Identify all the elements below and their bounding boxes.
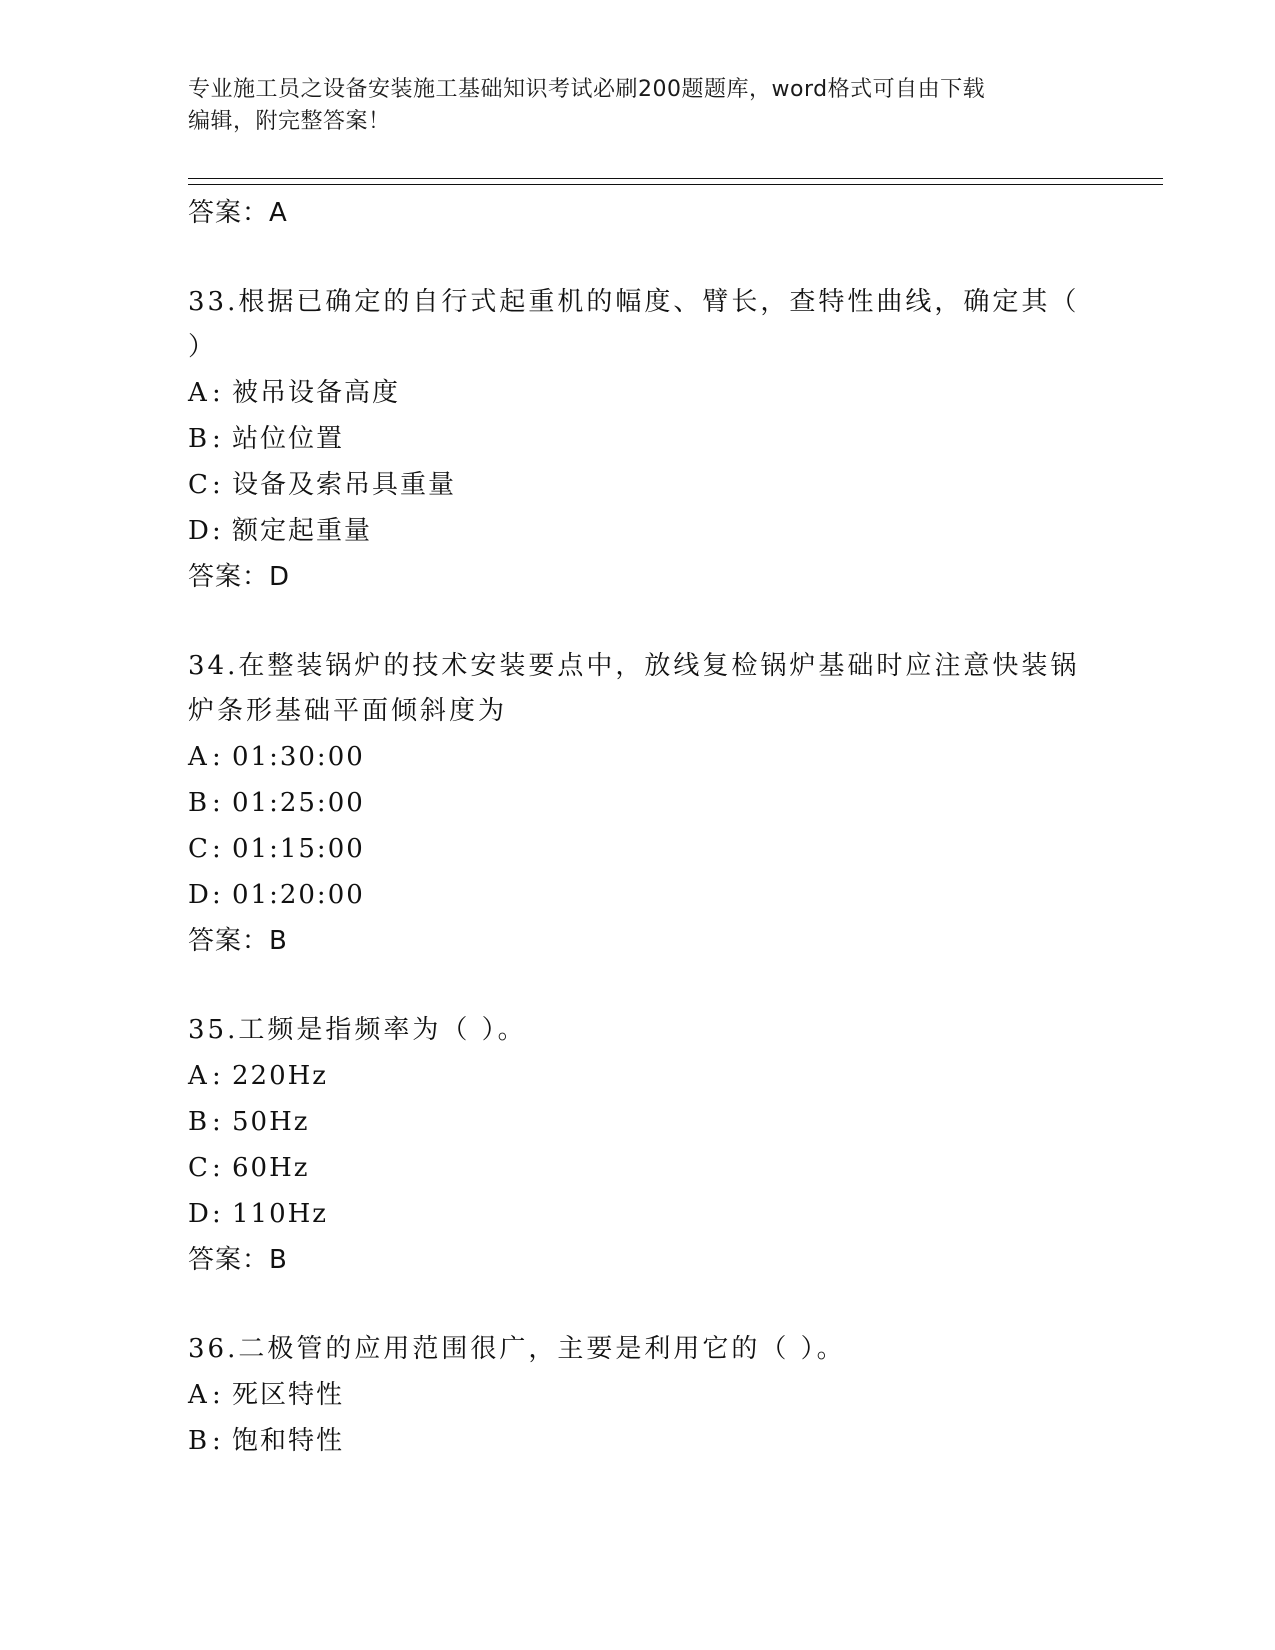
question-text-line: 33.根据已确定的自行式起重机的幅度、臂长，查特性曲线，确定其（ [188,287,1080,317]
option-a: A : 220Hz [188,1061,328,1091]
question-text-line: 34.在整装锅炉的技术安装要点中，放线复检锅炉基础时应注意快装锅 [188,651,1080,681]
answer-line: 答案：B [188,926,288,956]
option-d: D: 01:20:00 [188,880,365,910]
question-36 [188,1327,1088,1464]
header-rule-bottom [188,184,1163,185]
answer-line: 答案：B [188,1245,288,1275]
option-b: B : 50Hz [188,1107,310,1137]
option-c: C: 01:15:00 [188,834,365,864]
question-33 [188,280,1088,600]
option-a: A : 被吊设备高度 [188,378,401,408]
previous-answer: 答案：A [188,198,288,228]
question-text-line: 35.工频是指频率为（ ）。 [188,1015,527,1045]
option-b: B : 站位位置 [188,424,345,454]
option-a: A : 01:30:00 [188,742,365,772]
spacer [188,236,1088,280]
question-text-line: 炉条形基础平面倾斜度为 [188,696,508,726]
option-d: D: 110Hz [188,1199,328,1229]
question-35 [188,1008,1088,1283]
option-b: B : 01:25:00 [188,788,365,818]
option-b: B : 饱和特性 [188,1426,345,1456]
question-34 [188,644,1088,964]
question-text-line: ） [188,332,218,362]
header-rule-top [188,178,1163,179]
spacer [188,600,1088,644]
question-list [188,190,1088,1464]
option-c: C: 60Hz [188,1153,310,1183]
option-d: D: 额定起重量 [188,516,373,546]
spacer [188,1283,1088,1327]
question-text-line: 36.二极管的应用范围很广，主要是利用它的（ ）。 [188,1334,846,1364]
header-line-2: 编辑，附完整答案！ [188,109,391,134]
option-c: C: 设备及索吊具重量 [188,470,457,500]
document-header-note [188,74,1088,138]
header-line-1: 专业施工员之设备安装施工基础知识考试必刷200题题库，word格式可自由下载 [188,77,986,102]
answer-line: 答案：D [188,562,291,592]
option-a: A : 死区特性 [188,1380,345,1410]
spacer [188,964,1088,1008]
